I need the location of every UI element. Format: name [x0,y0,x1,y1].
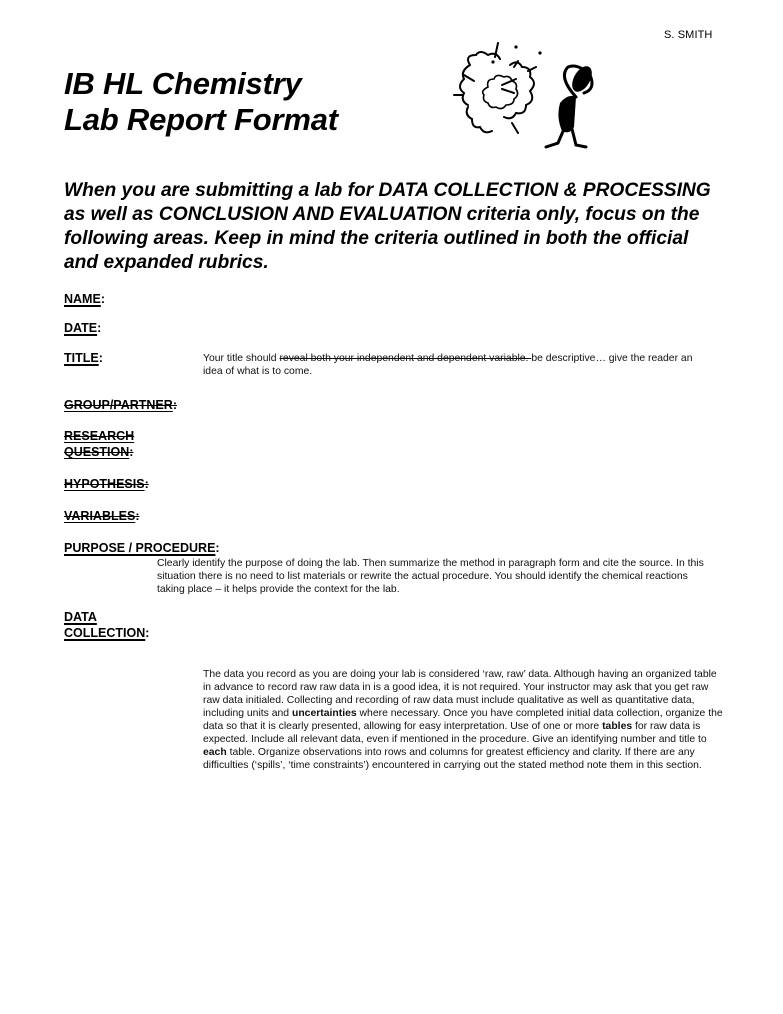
heading-data-collection: DATA COLLECTION: [64,610,150,640]
heading-research-question: RESEARCH QUESTION: [64,429,135,459]
heading-title: TITLE: [64,351,103,365]
data-collection-description: The data you record as you are doing your lab is considered ‘raw, raw’ data. Although having an organized table in advance to record raw raw data in is a good idea, it is not required. Your instructor may ask that you get raw raw data initialed. Collecting and recording of raw data must include qualitative as well as quantitative data, including units and uncertainties where necessary. Once you have completed initial data collection, organize the data so that it is clearly presented, allowing for easy interpretation. Use of one or more tables for raw data is expected. Include all relevant data, even if mentioned in the procedure. Give an identifying number and title to each table. Organize observations into rows and columns for greatest efficiency and clarity. If there are any difficulties (‘spills’, ‘time constraints’) encountered in carrying out the stated method note them in this section. [203,669,723,771]
intro-instructions: When you are submitting a lab for DATA COLLECTION & PROCESSING as well as CONCLUSION AND EVALUATION criteria only, focus on the following areas. Keep in mind the criteria outlined in both the official and expanded rubrics. [64,180,711,273]
title-description: Your title should reveal both your independent and dependent variable. be descriptive… give the reader an idea of what is to come. [203,353,693,377]
document-title [64,66,338,138]
heading-hypothesis: HYPOTHESIS: [64,477,149,491]
heading-date: DATE: [64,321,102,335]
heading-group-partner: GROUP/PARTNER: [64,398,177,412]
heading-purpose-procedure: PURPOSE / PROCEDURE: [64,541,220,555]
author-name: S. SMITH [664,29,713,41]
title-line-1: IB HL Chemistry [64,66,302,101]
purpose-description: Clearly identify the purpose of doing the lab. Then summarize the method in paragraph form and cite the source. In this situation there is no need to list materials or rewrite the actual procedure. You should identify the chemical reactions taking place – it helps provide the context for the lab. [157,558,704,595]
title-line-2: Lab Report Format [64,102,338,137]
explosion-stick-figure-icon [440,35,610,155]
heading-variables: VARIABLES: [64,509,140,523]
heading-name: NAME: [64,292,105,306]
struck-text: reveal both your independent and dependent variable. [279,353,532,364]
